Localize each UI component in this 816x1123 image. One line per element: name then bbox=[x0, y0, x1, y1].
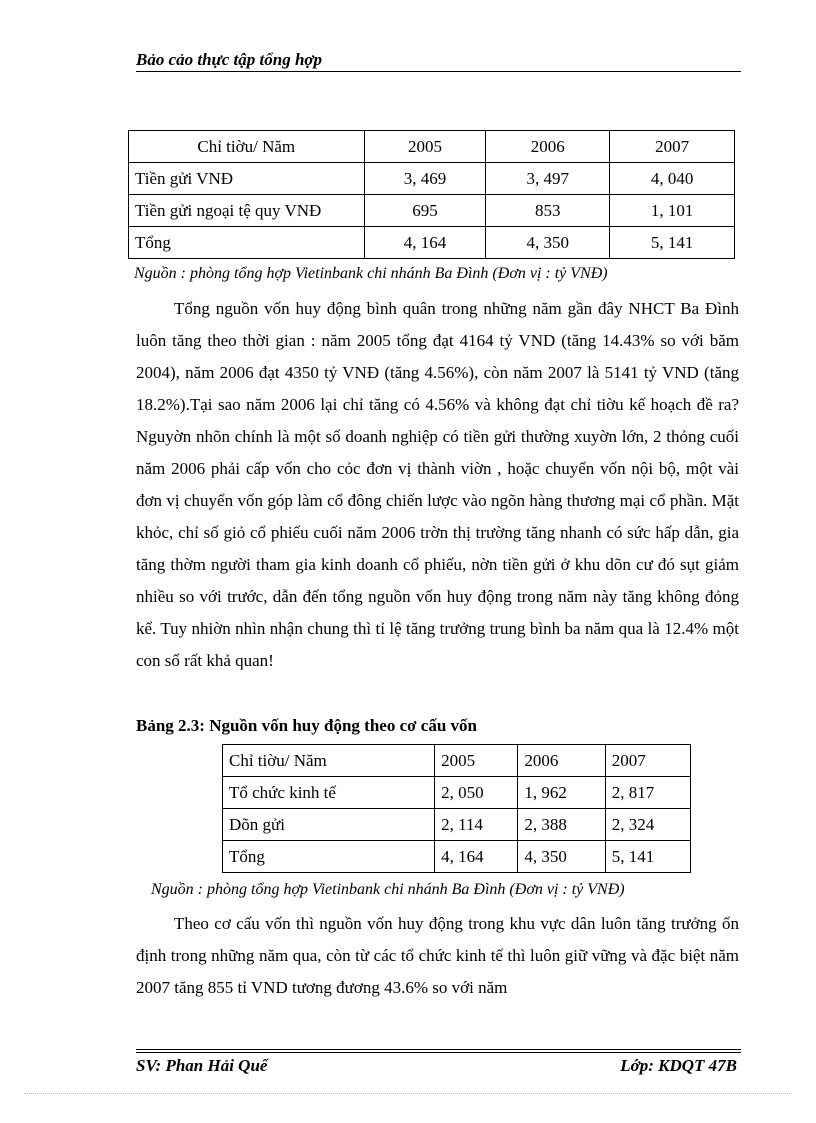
table-header-cell: Chỉ tiờu/ Năm bbox=[223, 745, 435, 777]
footer-rule bbox=[136, 1052, 741, 1053]
table-cell: 695 bbox=[364, 195, 486, 227]
table-cell: Tổng bbox=[223, 841, 435, 873]
table-cell: Tổ chức kinh tế bbox=[223, 777, 435, 809]
table-row bbox=[129, 163, 735, 195]
table-row bbox=[129, 227, 735, 259]
table-cell: 2, 388 bbox=[518, 809, 605, 841]
table2-caption: Bảng 2.3: Nguồn vốn huy động theo cơ cấu vốn bbox=[136, 716, 477, 735]
table-cell: 5, 141 bbox=[605, 841, 690, 873]
table-cell: 2, 324 bbox=[605, 809, 690, 841]
table-header-cell: 2006 bbox=[486, 131, 610, 163]
table-header-row bbox=[223, 745, 691, 777]
table-cell: 853 bbox=[486, 195, 610, 227]
table-header-cell: 2005 bbox=[435, 745, 518, 777]
table-header-cell: Chỉ tiờu/ Năm bbox=[129, 131, 365, 163]
table-cell: 4, 040 bbox=[610, 163, 735, 195]
paragraph-text: Tổng nguồn vốn huy động bình quân trong những năm gần đây NHCT Ba Đình luôn tăng theo thời gian : năm 2005 tổng đạt 4164 tỷ VND (tăng 14.43% so với băm 2004), năm 2006 đạt 4350 tỷ VNĐ (tăng 4.56%), còn năm 2007 là 5141 tỷ VND (tăng 18.2%).Tại sao năm 2006 lại chỉ tăng có 4.56% và không đạt chỉ tiờu kế hoạch đề ra?Nguyờn nhõn chính là một số doanh nghiệp có tiền gửi thường xuyờn lớn, 2 thỏng cuối năm 2006 phải cấp vốn cho cỏc đơn vị thành viờn , hoặc chuyển vốn nội bộ, một vài đơn vị chuyển vốn góp làm cổ đông chiến lược vào ngõn hàng thương mại cổ phần. Mặt khỏc, chỉ số giỏ cổ phiếu cuối năm 2006 trờn thị trường tăng nhanh có sức hấp dẫn, gia tăng thờm người tham gia kinh doanh cổ phiếu, nờn tiền gửi ở khu dõn cư đó sụt giảm nhiều so với trước, dẫn đến tổng nguồn vốn huy động trong năm này tăng không đỏng kể. Tuy nhiờn nhìn nhận chung thì tỉ lệ tăng trưởng trung bình ba năm qua là 12.4% một con số rất khả quan! bbox=[136, 299, 739, 670]
header-rule bbox=[136, 71, 741, 72]
table-cell: 3, 497 bbox=[486, 163, 610, 195]
table-header-cell: 2007 bbox=[605, 745, 690, 777]
table-row bbox=[223, 841, 691, 873]
body-paragraph-1 bbox=[136, 293, 739, 677]
page-edge bbox=[24, 1093, 792, 1094]
table-cell: Tiền gửi VNĐ bbox=[129, 163, 365, 195]
table-deposits-by-currency bbox=[128, 130, 735, 259]
table-header-cell: 2006 bbox=[518, 745, 605, 777]
body-paragraph-2 bbox=[136, 908, 739, 1004]
footer-student: SV: Phan Hải Quế bbox=[136, 1056, 268, 1075]
table-cell: 4, 164 bbox=[435, 841, 518, 873]
table-cell: Dõn gửi bbox=[223, 809, 435, 841]
table-cell: 3, 469 bbox=[364, 163, 486, 195]
table2-source-note: Nguồn : phòng tổng hợp Vietinbank chi nhánh Ba Đình (Đơn vị : tỷ VNĐ) bbox=[151, 881, 625, 898]
table-cell: 4, 350 bbox=[518, 841, 605, 873]
table-header-cell: 2005 bbox=[364, 131, 486, 163]
table-header-row bbox=[129, 131, 735, 163]
table-funds-by-structure bbox=[222, 744, 691, 873]
header-title: Bảo cảo thực tập tổng hợp bbox=[136, 50, 323, 69]
footer-class: Lớp: KDQT 47B bbox=[620, 1056, 737, 1075]
table-cell: 2, 050 bbox=[435, 777, 518, 809]
table-row bbox=[223, 777, 691, 809]
table-cell: Tổng bbox=[129, 227, 365, 259]
footer-rule bbox=[136, 1049, 741, 1050]
table-cell: 1, 962 bbox=[518, 777, 605, 809]
table1-source-note: Nguồn : phòng tổng hợp Vietinbank chi nhánh Ba Đình (Đơn vị : tỷ VNĐ) bbox=[134, 265, 608, 282]
table-cell: 1, 101 bbox=[610, 195, 735, 227]
table-cell: 2, 817 bbox=[605, 777, 690, 809]
paragraph-text: Theo cơ cấu vốn thì nguồn vốn huy động trong khu vực dân luôn tăng trưởng ổn định trong những năm qua, còn từ các tổ chức kinh tế thì luôn giữ vững và đặc biệt năm 2007 tăng 855 tỉ VND tương đương 43.6% so với năm bbox=[136, 914, 739, 997]
table-header-cell: 2007 bbox=[610, 131, 735, 163]
table-row bbox=[223, 809, 691, 841]
table-cell: 2, 114 bbox=[435, 809, 518, 841]
table-cell: 4, 350 bbox=[486, 227, 610, 259]
table-cell: 5, 141 bbox=[610, 227, 735, 259]
table-cell: Tiền gửi ngoại tệ quy VNĐ bbox=[129, 195, 365, 227]
table-cell: 4, 164 bbox=[364, 227, 486, 259]
table-row bbox=[129, 195, 735, 227]
